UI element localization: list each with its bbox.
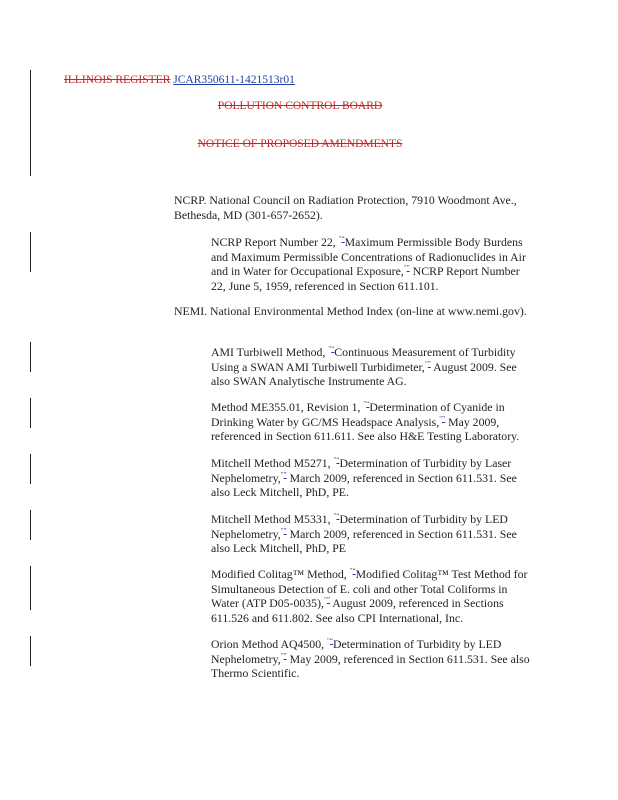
- entry-text: NCRP. National Council on Radiation Protection, 7910 Woodmont Ave., Bethesda, MD (301-657-2652).: [174, 193, 517, 222]
- struck-quote: ": [333, 512, 337, 521]
- entry-method-me355: [211, 400, 536, 444]
- entry-prefix: Method ME355.01, Revision 1,: [211, 400, 364, 414]
- entry-nemi: [174, 304, 544, 319]
- entry-suffix: May 2009, referenced in Section 611.531. See also Thermo Scientific.: [211, 651, 530, 681]
- entry-suffix: May 2009, referenced in Section 611.611. See also H&E Testing Laboratory.: [211, 414, 520, 444]
- struck-quote: ": [327, 637, 330, 646]
- struck-quote: ": [328, 345, 332, 354]
- entry-modified-colitag: [211, 567, 536, 625]
- board-title: POLLUTION CONTROL BOARD: [217, 100, 383, 112]
- struck-quote: ": [424, 359, 428, 368]
- register-code: JCAR350611-1421513r01: [173, 74, 295, 86]
- entry-ami-turbiwell: [211, 345, 536, 389]
- new-quote: ”: [283, 651, 287, 660]
- entry-title: Determination of Cyanide in Drinking Water by GC/MS Headspace Analysis,: [211, 400, 505, 429]
- entry-title: Continuous Measurement of Turbidity Using a SWAN AMI Turbiwell Turbidimeter,: [211, 345, 516, 374]
- struck-quote: ": [280, 526, 284, 535]
- struck-quote: ": [323, 596, 327, 605]
- revision-bar: [30, 566, 31, 610]
- new-quote: ”: [326, 596, 330, 605]
- struck-quote: ": [333, 456, 337, 465]
- revision-bar: [30, 232, 31, 272]
- entry-mitchell-m5331: [211, 512, 536, 556]
- struck-quote: ": [363, 400, 367, 409]
- new-quote: ”: [283, 526, 287, 535]
- entry-prefix: Modified Colitag™ Method,: [211, 567, 350, 581]
- entry-ncrp: [174, 193, 544, 222]
- entry-suffix: August 2009. See also SWAN Analytische Instrumente AG.: [211, 359, 517, 389]
- entry-ncrp-22: [211, 235, 536, 293]
- entry-suffix: March 2009, referenced in Section 611.531. See also Leck Mitchell, PhD, PE.: [211, 470, 517, 500]
- struck-quote: ": [280, 651, 284, 660]
- new-quote: “: [329, 637, 333, 646]
- entry-prefix: AMI Turbiwell Method,: [211, 345, 329, 359]
- entry-title: Modified Colitag™ Test Method for Simultaneous Detection of E. coli and other Total Coliforms in Water (ATP D05-0035),: [211, 567, 528, 611]
- new-quote: ”: [442, 414, 446, 423]
- revision-bar: [30, 636, 31, 666]
- struck-quote: ": [403, 264, 407, 273]
- revision-bar: [30, 70, 31, 176]
- revision-bar: [30, 342, 31, 372]
- new-quote: “: [331, 345, 335, 354]
- register-header: [64, 74, 295, 86]
- entry-suffix: August 2009, referenced in Sections 611.526 and 611.802. See also CPI International, Inc.: [211, 596, 504, 625]
- entry-suffix: March 2009, referenced in Section 611.531. See also Leck Mitchell, PhD, PE: [211, 526, 517, 556]
- entry-title: Maximum Permissible Body Burdens and Maximum Permissible Concentrations of Radionuclides in Air and in Water for Occupational Exposure,: [211, 235, 526, 279]
- entry-text: NEMI. National Environmental Method Index (on-line at www.nemi.gov).: [174, 304, 527, 318]
- new-quote: “: [352, 567, 356, 576]
- entry-title: Determination of Turbidity by Laser Nephelometry,: [211, 456, 512, 485]
- struck-quote: ": [439, 414, 443, 423]
- entry-prefix: Mitchell Method M5331,: [211, 512, 334, 526]
- new-quote: ”: [283, 470, 287, 479]
- new-quote: “: [341, 235, 345, 244]
- notice-title: NOTICE OF PROPOSED AMENDMENTS: [197, 138, 403, 150]
- entry-mitchell-m5271: [211, 456, 536, 500]
- new-quote: “: [366, 400, 370, 409]
- revision-bar: [30, 454, 31, 484]
- revision-bar: [30, 398, 31, 428]
- entry-orion-aq4500: [211, 637, 536, 681]
- register-title-struck: ILLINOIS REGISTER: [64, 74, 171, 86]
- struck-quote: ": [280, 470, 284, 479]
- struck-quote: ": [338, 235, 342, 244]
- struck-quote: ": [349, 567, 353, 576]
- new-quote: “: [336, 456, 340, 465]
- entry-prefix: Mitchell Method M5271,: [211, 456, 334, 470]
- new-quote: ”: [406, 264, 410, 273]
- entry-title: Determination of Turbidity by LED Nephelometry,: [211, 637, 502, 666]
- entry-prefix: Orion Method AQ4500,: [211, 637, 327, 651]
- new-quote: ”: [427, 359, 431, 368]
- revision-bar: [30, 510, 31, 540]
- entry-suffix: NCRP Report Number 22, June 5, 1959, referenced in Section 611.101.: [211, 264, 520, 293]
- entry-title: Determination of Turbidity by LED Nephelometry,: [211, 512, 508, 541]
- new-quote: “: [336, 512, 340, 521]
- entry-prefix: NCRP Report Number 22,: [211, 235, 339, 249]
